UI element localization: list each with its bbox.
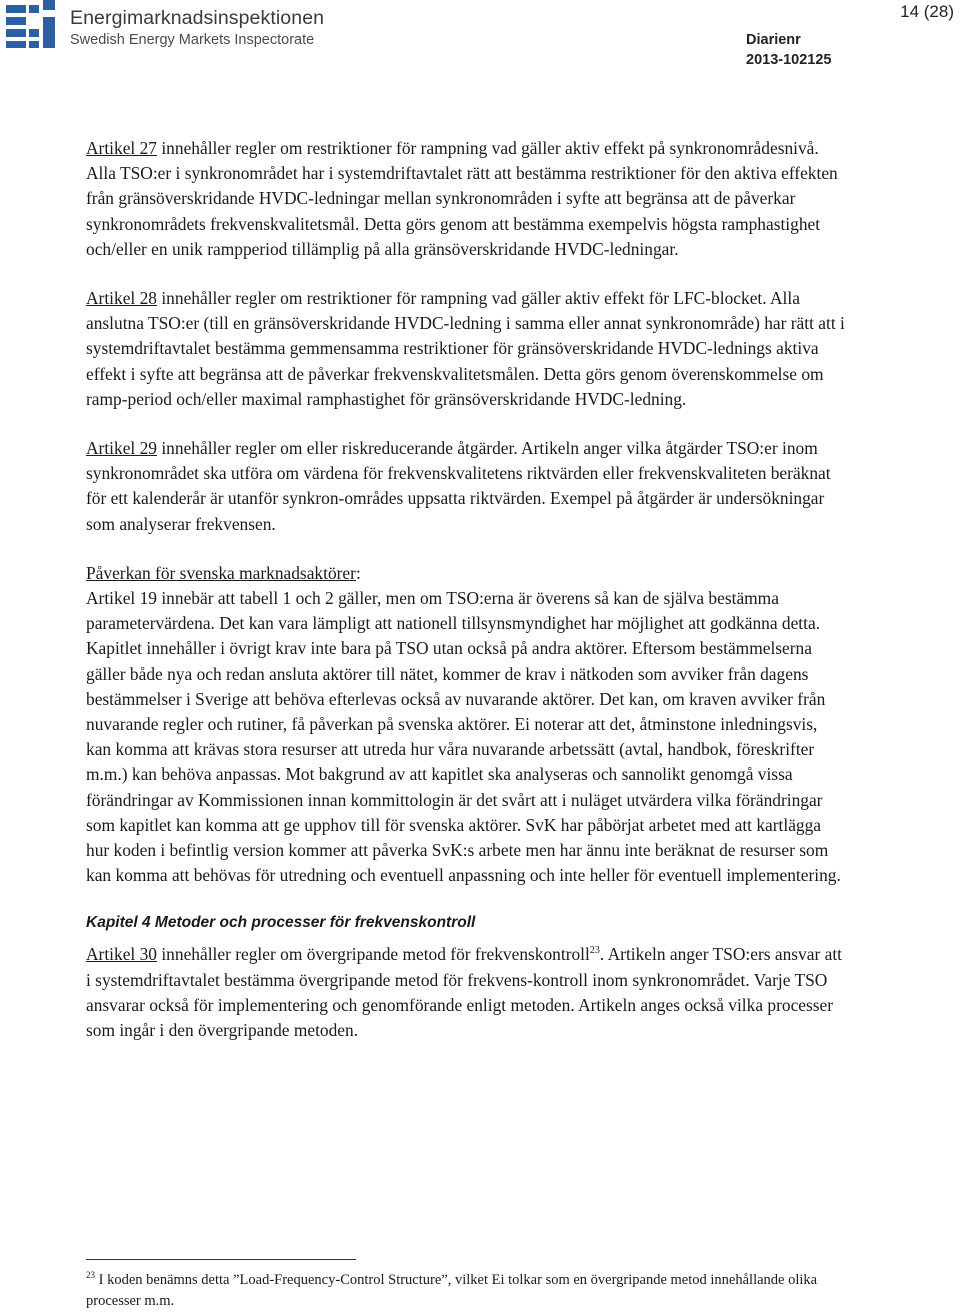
paragraph-text: innehåller regler om eller riskreducerande åtgärder. Artikeln anger vilka åtgärder TSO:er inom synkronområdet ska utföra om värdena för frekvenskvalitetens riktvärden eller frekvenskvaliteten beräknat för ett kalenderår är utanför synkron-områdes uppsatta riktvärden. Exempel på åtgärder är undersökningar som analyserar frekvensen. (86, 438, 831, 534)
chapter-4-heading: Kapitel 4 Metoder och processer för frekvenskontroll (86, 914, 476, 932)
paragraph-artikel-27 (86, 136, 846, 262)
paragraph-impact (86, 561, 846, 889)
paragraph-artikel-30 (86, 942, 846, 1043)
footnote-ref[interactable]: 23 (589, 945, 600, 957)
diarie-block (746, 30, 831, 70)
link-artikel-27[interactable]: Artikel 27 (86, 138, 157, 158)
paragraph-artikel-29 (86, 436, 846, 537)
agency-name-en: Swedish Energy Markets Inspectorate (70, 32, 315, 48)
agency-name-block (70, 6, 324, 50)
footnote-text: I koden benämns detta ”Load-Frequency-Control Structure”, vilket Ei tolkar som en övergripande metod innehållande olika processer m.m. (86, 1272, 818, 1309)
paragraph-text: . Artikeln anger TSO:ers ansvar att i systemdriftavtalet bestämma övergripande metod för frekvens-kontroll inom synkronområdet. Varje TSO ansvarar också för implementering och genomförande enligt metoden. Artikeln anges också vilka processer som ingår i den övergripande metoden. (86, 944, 842, 1041)
diarie-label: Diarienr (746, 32, 801, 48)
agency-name: Energimarknadsinspektionen (70, 7, 325, 29)
link-artikel-30[interactable]: Artikel 30 (86, 944, 157, 965)
impact-text: Artikel 19 innebär att tabell 1 och 2 gäller, men om TSO:erna är överens så kan de själva bestämma parametervärdena. Det kan vara lämpligt att nationell tillsynsmyndighet har möjlighet att godkänna detta. Kapitlet innehåller i övrigt krav inte bara på TSO utan också på andra aktörer. Eftersom bestämmelserna gäller både nya och redan ansluta aktörer till nätet, kommer de krav i nätkoden som avviker från dagens bestämmelser i Sverige att behöva efterlevas också av nuvarande aktörer. Det kan, om kraven avviker från nuvarande regler och rutiner, få påverkan på svenska aktörer. Ei noterar att det, åtminstone inledningsvis, kan komma att krävas stora resurser att utreda hur våra nuvarande arbetssätt (avtal, handbok, föreskrifter m.m.) kan behöva anpassas. Mot bakgrund av att kapitlet ska analyseras och sannolikt genomgå vissa förändringar av Kommissionen innan kommittologin är det svårt att i nuläget utvärdera vilka förändringar som kapitlet kan komma att ge upphov till för svenska aktörer. SvK har påbörjat arbetet med att kartlägga hur koden i befintlig version kommer att påverka SvK:s arbete men har ännu inte beräknat de resurser som kan komma att behövas för utredning och eventuell anpassning och inte heller för eventuell implementering. (86, 588, 841, 886)
link-artikel-28[interactable]: Artikel 28 (86, 288, 157, 309)
paragraph-text: innehåller regler om övergripande metod för frekvenskontroll (157, 944, 590, 965)
footnote-divider (86, 1259, 356, 1260)
paragraph-artikel-28 (86, 286, 846, 412)
link-artikel-29[interactable]: Artikel 29 (86, 438, 157, 459)
paragraph-text: innehåller regler om restriktioner för rampning vad gäller aktiv effekt på synkronområdesnivå. Alla TSO:er i synkronområdet har i systemdriftavtalet rätt att bestämma restriktioner för den aktiva effekten från gränsöverskridande HVDC-ledningar mellan synkronområden i syfte att begränsa att de påverkar synkronområdets frekvenskvalitetsmål. Detta görs genom att bestämma exempelvis högsta ramphastighet och/eller en unik rampperiod tillämplig på alla gränsöverskridande HVDC-ledningar. (86, 138, 838, 259)
impact-heading: Påverkan för svenska marknadsaktörer (86, 562, 356, 583)
footnote (86, 1270, 846, 1312)
page-number: 14 (28) (900, 2, 954, 21)
diarie-number: 2013-102125 (746, 52, 832, 68)
ei-logo-icon (6, 0, 58, 48)
document-body (86, 136, 846, 1067)
footnote-number: 23 (86, 1270, 95, 1281)
paragraph-text: innehåller regler om restriktioner för rampning vad gäller aktiv effekt för LFC-blocket. Alla anslutna TSO:er (till en gränsöverskridande HVDC-ledning i samma eller annat synkronområde) har rätt att i systemdriftavtalet bestämma gemmensamma restriktioner för gränsöverskridande HVDC-lednings aktiva effekt i syfte att begränsa att de påverkar frekvenskvalitetsmålen. Detta görs genom överenskommelse om ramp-period och/eller maximal ramphastighet för gränsöverskridande HVDC-ledning. (86, 288, 845, 409)
impact-colon: : (355, 562, 361, 583)
